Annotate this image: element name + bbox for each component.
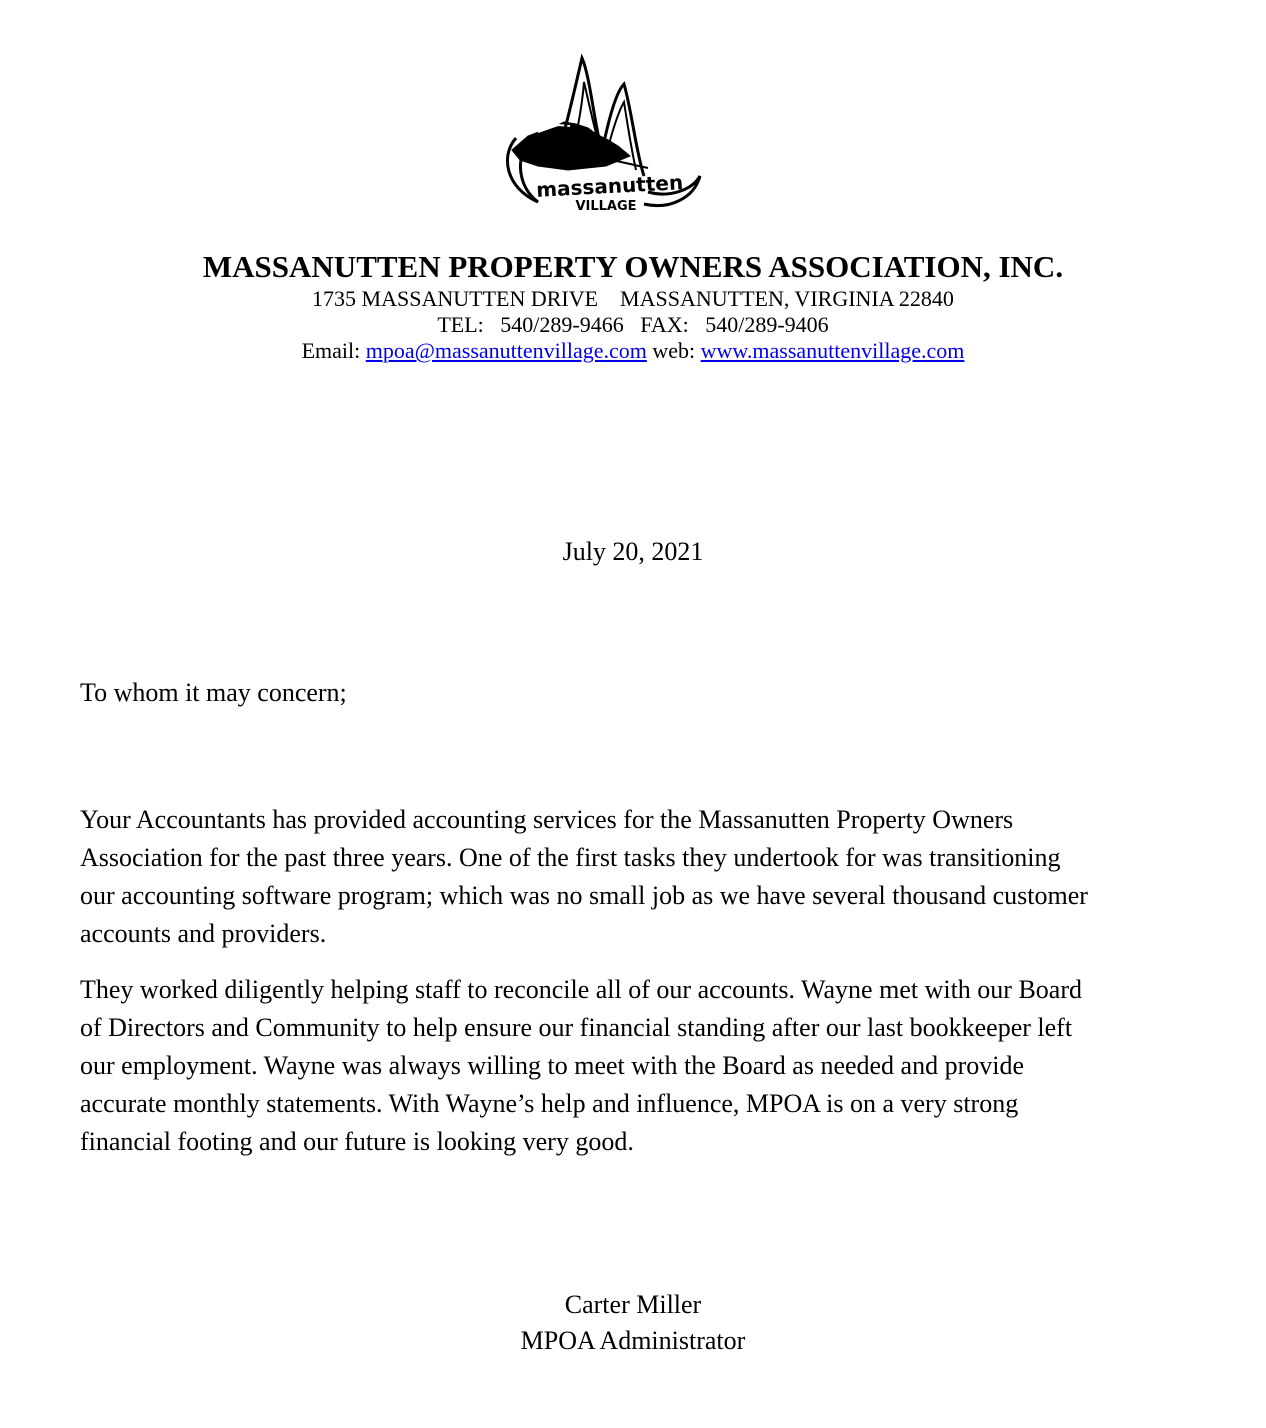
- email-link[interactable]: mpoa@massanuttenvillage.com: [365, 338, 647, 363]
- signer-name: Carter Miller: [564, 1290, 702, 1319]
- massanutten-village-logo-icon: [498, 52, 708, 218]
- salutation: To whom it may concern;: [80, 678, 347, 707]
- signer-title: MPOA Administrator: [520, 1326, 746, 1355]
- body-paragraph-2: They worked diligently helping staff to reconcile all of our accounts. Wayne met with our Board of Directors and Community to help ensure our financial standing after our last bookkeeper left our employment. Wayne was always willing to meet with the Board as needed and provide accurate monthly statements. With Wayne’s help and influence, MPOA is on a very strong financial footing and our future is looking very good.: [80, 975, 1083, 1156]
- email-label: Email:: [301, 338, 361, 363]
- address-line: 1735 MASSANUTTEN DRIVE MASSANUTTEN, VIRGINIA 22840: [312, 286, 954, 311]
- website-link[interactable]: www.massanuttenvillage.com: [700, 338, 965, 363]
- web-label: web:: [652, 338, 696, 363]
- organization-name: MASSANUTTEN PROPERTY OWNERS ASSOCIATION, INC.: [202, 249, 1064, 284]
- contact-line: [0, 338, 1266, 364]
- body-paragraph-1: Your Accountants has provided accounting services for the Massanutten Property Owners Association for the past three years. One of the first tasks they undertook for was transitioning our accounting software program; which was no small job as we have several thousand customer accounts and providers.: [80, 805, 1088, 948]
- logo-subtext: VILLAGE: [575, 199, 637, 214]
- letter-date: July 20, 2021: [562, 537, 704, 566]
- logo-wordmark: massanutten: [535, 170, 684, 202]
- phone-fax-line: TEL: 540/289-9466 FAX: 540/289-9406: [437, 312, 829, 337]
